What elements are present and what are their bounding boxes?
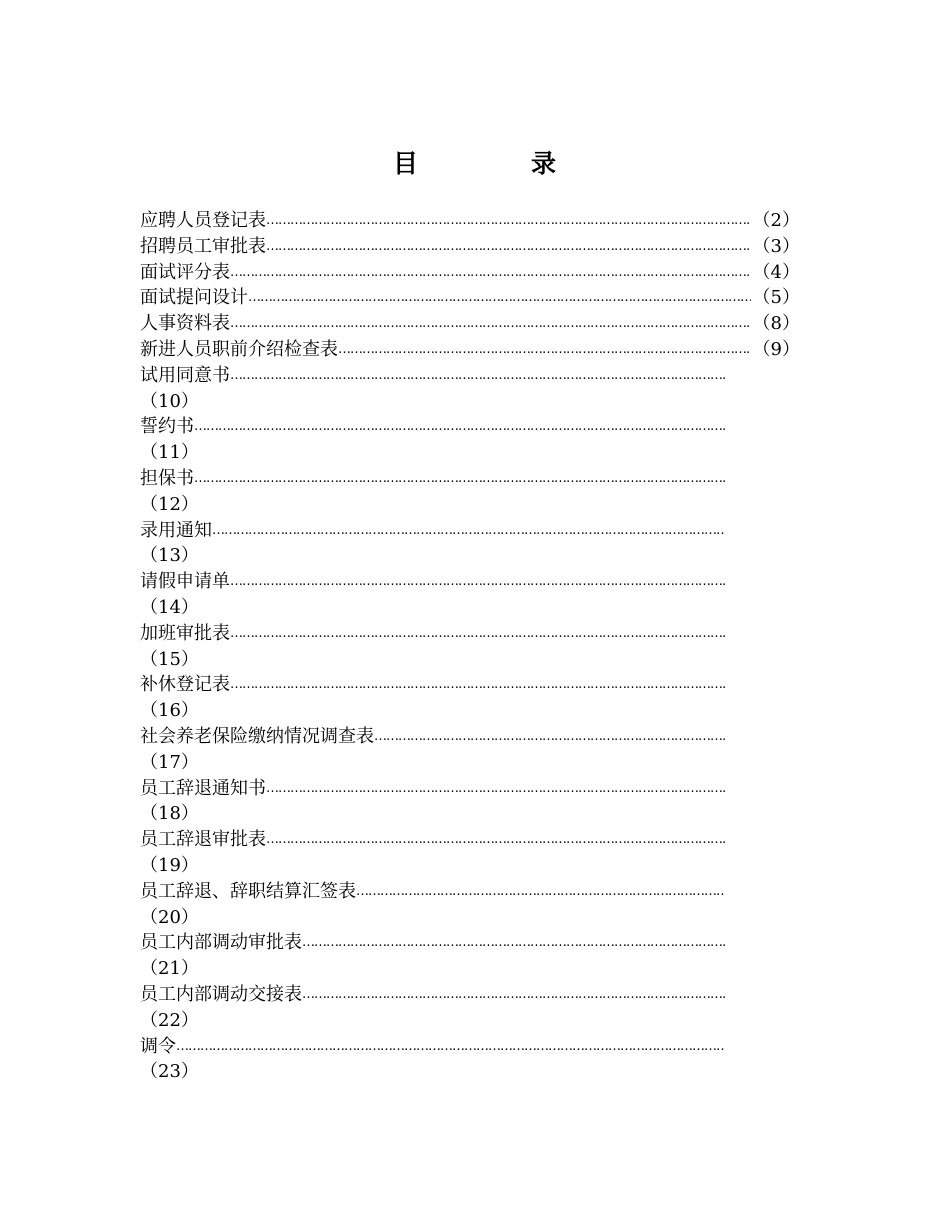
toc-entry[interactable] [140, 776, 725, 802]
toc-entry-label: 面试提问设计 [140, 287, 248, 309]
toc-entry-label: 员工辞退通知书 [140, 777, 266, 799]
toc-entry-label: 补休登记表 [140, 674, 230, 696]
toc-entry-page: （3） [752, 235, 800, 257]
toc-entry-page: （16） [140, 700, 199, 722]
toc-entry-label: 招聘员工审批表 [140, 235, 266, 257]
toc-title-part1: 目 [393, 149, 419, 178]
toc-entry-page: （4） [752, 261, 800, 283]
toc-entry[interactable] [140, 311, 800, 337]
toc-entry-label: 员工内部调动审批表 [140, 932, 302, 954]
toc-dot-leader [230, 621, 725, 647]
toc-entry-label: 请假申请单 [140, 571, 230, 593]
table-of-contents [140, 208, 800, 1085]
toc-entry[interactable] [140, 285, 800, 311]
toc-dot-leader [212, 518, 725, 544]
toc-entry-page: （20） [140, 906, 199, 928]
toc-entry[interactable] [140, 208, 800, 234]
toc-title-part2: 录 [531, 149, 557, 178]
toc-entry[interactable] [140, 466, 725, 492]
toc-entry[interactable] [140, 672, 725, 698]
toc-dot-leader [302, 982, 725, 1008]
toc-entry[interactable] [140, 234, 800, 260]
toc-entry-page: （10） [140, 390, 199, 412]
toc-entry-label: 录用通知 [140, 519, 212, 541]
toc-entry[interactable] [140, 879, 725, 905]
toc-entry-label: 社会养老保险缴纳情况调查表 [140, 725, 374, 747]
toc-entry-page: （9） [752, 338, 800, 360]
toc-entry[interactable] [140, 260, 800, 286]
toc-entry-page: （23） [140, 1061, 199, 1083]
toc-entry[interactable] [140, 337, 800, 363]
toc-entry-page: （21） [140, 958, 199, 980]
toc-dot-leader [194, 466, 725, 492]
toc-dot-leader [230, 260, 751, 286]
toc-entry[interactable] [140, 1034, 725, 1060]
toc-dot-leader [266, 827, 725, 853]
toc-entry[interactable] [140, 724, 725, 750]
toc-entry[interactable] [140, 982, 725, 1008]
toc-entry-label: 新进人员职前介绍检查表 [140, 338, 338, 360]
toc-entry-page: （18） [140, 803, 199, 825]
toc-dot-leader [230, 363, 725, 389]
toc-entry-page: （8） [752, 313, 800, 335]
toc-entry-label: 担保书 [140, 467, 194, 489]
toc-dot-leader [356, 879, 725, 905]
toc-entry-page: （2） [752, 210, 800, 231]
toc-entry-label: 加班审批表 [140, 622, 230, 644]
toc-entry-label: 试用同意书 [140, 364, 230, 386]
toc-dot-leader [266, 776, 725, 802]
toc-entry-label: 调令 [140, 1035, 176, 1057]
toc-entry-label: 面试评分表 [140, 261, 230, 283]
toc-entry-page: （19） [140, 854, 199, 876]
toc-entry-page: （14） [140, 596, 199, 618]
toc-dot-leader [230, 672, 725, 698]
toc-dot-leader [302, 930, 725, 956]
toc-entry[interactable] [140, 518, 725, 544]
toc-entry-page: （11） [140, 442, 199, 464]
toc-dot-leader [266, 234, 751, 260]
toc-dot-leader [266, 208, 751, 234]
toc-entry[interactable] [140, 363, 725, 389]
toc-entry-page: （22） [140, 1009, 199, 1031]
toc-dot-leader [338, 337, 751, 363]
toc-dot-leader [230, 311, 751, 337]
toc-entry[interactable] [140, 569, 725, 595]
toc-entry-page: （12） [140, 493, 199, 515]
toc-entry-label: 应聘人员登记表 [140, 210, 266, 231]
toc-entry-label: 誓约书 [140, 416, 194, 438]
toc-dot-leader [230, 569, 725, 595]
toc-entry[interactable] [140, 414, 725, 440]
toc-entry-label: 员工辞退审批表 [140, 829, 266, 851]
toc-title [0, 146, 950, 182]
toc-entry-page: （15） [140, 648, 199, 670]
toc-entry-page: （5） [752, 287, 800, 309]
toc-entry-page: （17） [140, 751, 199, 773]
toc-dot-leader [176, 1034, 725, 1060]
toc-dot-leader [374, 724, 725, 750]
toc-entry[interactable] [140, 930, 725, 956]
toc-entry-label: 员工内部调动交接表 [140, 983, 302, 1005]
toc-entry-page: （13） [140, 545, 199, 567]
toc-dot-leader [194, 414, 725, 440]
toc-entry-label: 员工辞退、辞职结算汇签表 [140, 880, 356, 902]
toc-dot-leader [248, 285, 751, 311]
toc-entry-label: 人事资料表 [140, 313, 230, 335]
toc-entry[interactable] [140, 621, 725, 647]
toc-entry[interactable] [140, 827, 725, 853]
